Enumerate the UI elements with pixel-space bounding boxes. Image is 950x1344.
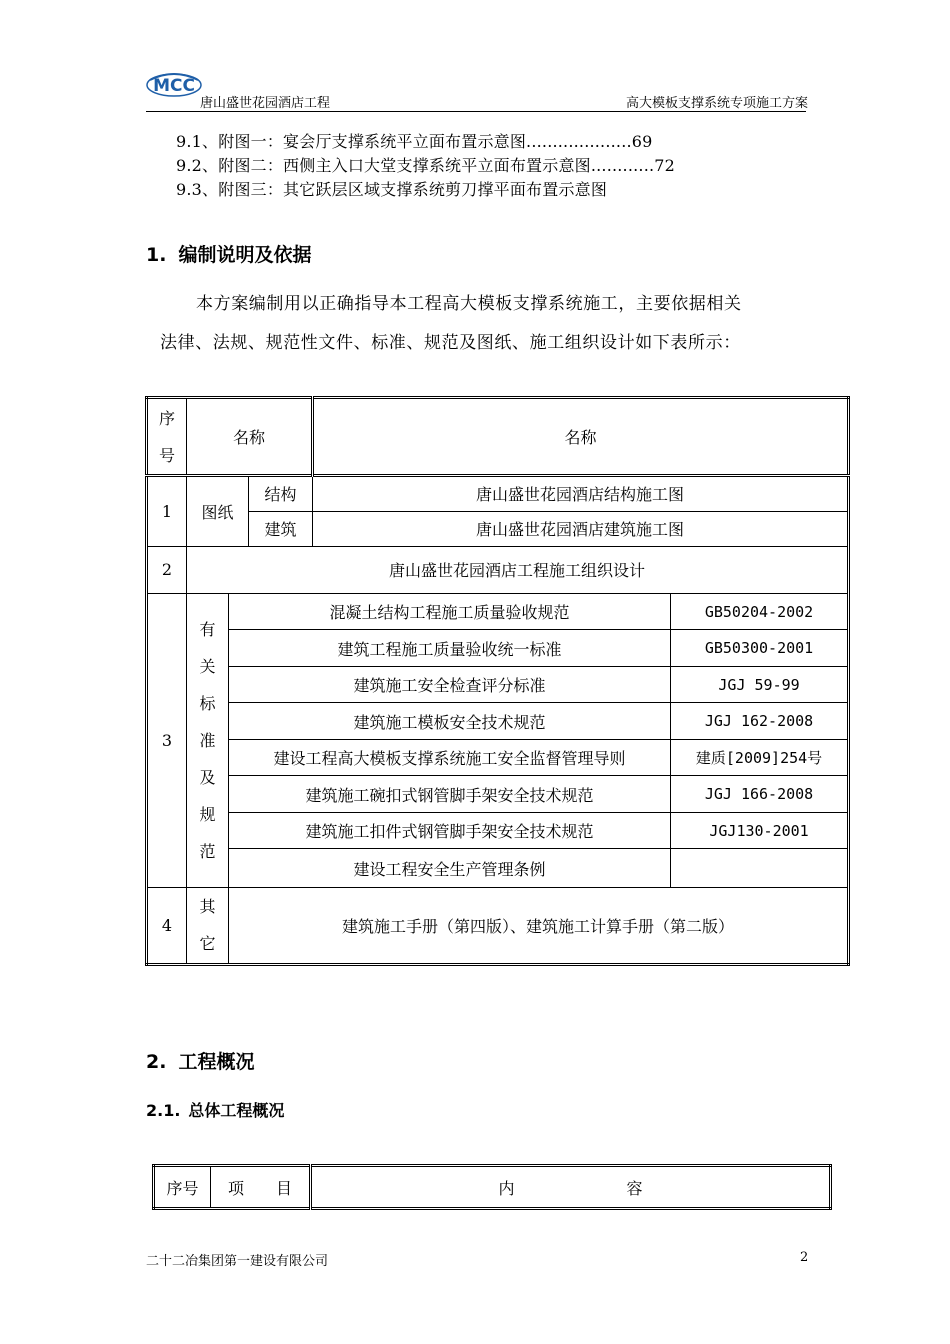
overview-header-content: 内 容	[311, 1166, 831, 1209]
toc-entry-9-2[interactable]: 9.2、附图二：西侧主入口大堂支撑系统平立面布置示意图............72	[176, 156, 676, 175]
standard-code: 建质[2009]254号	[671, 739, 849, 776]
standard-code: GB50204-2002	[671, 593, 849, 630]
header-name-2: 名称	[313, 398, 849, 476]
table-row	[147, 666, 849, 703]
table-row	[147, 511, 849, 547]
row3-category-char: 范	[199, 841, 216, 861]
table-row	[147, 703, 849, 740]
header-document-title: 高大模板支撑系统专项施工方案	[625, 96, 808, 111]
header-seq	[147, 398, 187, 476]
row1-seq: 1	[147, 476, 187, 547]
table-row	[147, 630, 849, 667]
header-seq-char-1: 序	[158, 408, 175, 428]
section-2-1-title: 总体工程概况	[188, 1101, 285, 1120]
row3-seq: 3	[147, 593, 187, 887]
row1-sub-architecture: 建筑	[249, 511, 313, 547]
section-1-heading	[146, 240, 311, 267]
row1-sub-structure: 结构	[249, 476, 313, 512]
toc-entry-9-3[interactable]: 9.3、附图三：其它跃层区域支撑系统剪刀撑平面布置示意图	[176, 180, 608, 199]
header-seq-char-2: 号	[158, 445, 175, 465]
row4-category-char: 它	[199, 934, 216, 954]
standard-code: JGJ 162-2008	[671, 703, 849, 740]
row3-category-char: 规	[199, 804, 216, 824]
row1-value-structure: 唐山盛世花园酒店结构施工图	[313, 476, 849, 512]
row2-seq: 2	[147, 547, 187, 594]
section-1-paragraph-line-1: 本方案编制用以正确指导本工程高大模板支撑系统施工，主要依据相关	[196, 294, 742, 314]
table-row	[147, 547, 849, 594]
row4-category-char: 其	[199, 897, 216, 917]
row4-value: 建筑施工手册（第四版）、建筑施工计算手册（第二版）	[229, 887, 849, 964]
overview-table	[152, 1164, 832, 1210]
logo-text: MCC	[153, 76, 195, 96]
standard-name: 建筑施工安全检查评分标准	[229, 666, 671, 703]
header-project-name: 唐山盛世花园酒店工程	[200, 96, 331, 111]
table-row	[147, 476, 849, 512]
row3-category-char: 关	[199, 656, 216, 676]
basis-table	[145, 396, 850, 966]
header-rule	[146, 111, 806, 112]
section-2-title: 工程概况	[178, 1051, 255, 1073]
row3-category	[187, 593, 229, 887]
footer-page-number: 2	[800, 1250, 809, 1265]
table-row	[147, 849, 849, 888]
section-1-title: 编制说明及依据	[178, 244, 312, 266]
row1-category: 图纸	[187, 476, 249, 547]
standard-code: GB50300-2001	[671, 630, 849, 667]
section-1-number: 1.	[146, 244, 167, 266]
standard-name: 混凝土结构工程施工质量验收规范	[229, 593, 671, 630]
footer-company: 二十二冶集团第一建设有限公司	[146, 1254, 329, 1269]
standard-name: 建筑工程施工质量验收统一标准	[229, 630, 671, 667]
overview-header-item: 项 目	[211, 1166, 311, 1209]
row1-value-architecture: 唐山盛世花园酒店建筑施工图	[313, 511, 849, 547]
row3-category-char: 准	[199, 730, 216, 750]
standard-code: JGJ130-2001	[671, 812, 849, 849]
table-row	[147, 739, 849, 776]
row2-value: 唐山盛世花园酒店工程施工组织设计	[187, 547, 849, 594]
standard-name: 建筑施工模板安全技术规范	[229, 703, 671, 740]
standard-name: 建筑施工扣件式钢管脚手架安全技术规范	[229, 812, 671, 849]
table-row	[147, 812, 849, 849]
standard-code: JGJ 166-2008	[671, 776, 849, 813]
overview-header-seq: 序号	[154, 1166, 211, 1209]
row3-category-char: 标	[199, 693, 216, 713]
toc-entry-9-1[interactable]: 9.1、附图一：宴会厅支撑系统平立面布置示意图....................69	[176, 132, 653, 151]
header-name-1: 名称	[187, 398, 313, 476]
row3-category-char: 有	[199, 619, 216, 639]
standard-code	[671, 849, 849, 888]
standard-name: 建筑施工碗扣式钢管脚手架安全技术规范	[229, 776, 671, 813]
row3-category-char: 及	[199, 767, 216, 787]
standard-name: 建设工程高大模板支撑系统施工安全监督管理导则	[229, 739, 671, 776]
table-row	[147, 887, 849, 964]
row4-category	[187, 887, 229, 964]
section-2-1-heading	[146, 1098, 284, 1121]
row4-seq: 4	[147, 887, 187, 964]
mcc-logo	[146, 70, 202, 100]
section-2-heading	[146, 1047, 254, 1074]
table-header-row	[154, 1166, 831, 1209]
table-header-row	[147, 398, 849, 476]
section-2-number: 2.	[146, 1051, 167, 1073]
table-row	[147, 593, 849, 630]
table-row	[147, 776, 849, 813]
section-2-1-number: 2.1.	[146, 1101, 181, 1120]
section-1-paragraph-line-2: 法律、法规、规范性文件、标准、规范及图纸、施工组织设计如下表所示：	[160, 333, 741, 353]
standard-code: JGJ 59-99	[671, 666, 849, 703]
standard-name: 建设工程安全生产管理条例	[229, 849, 671, 888]
